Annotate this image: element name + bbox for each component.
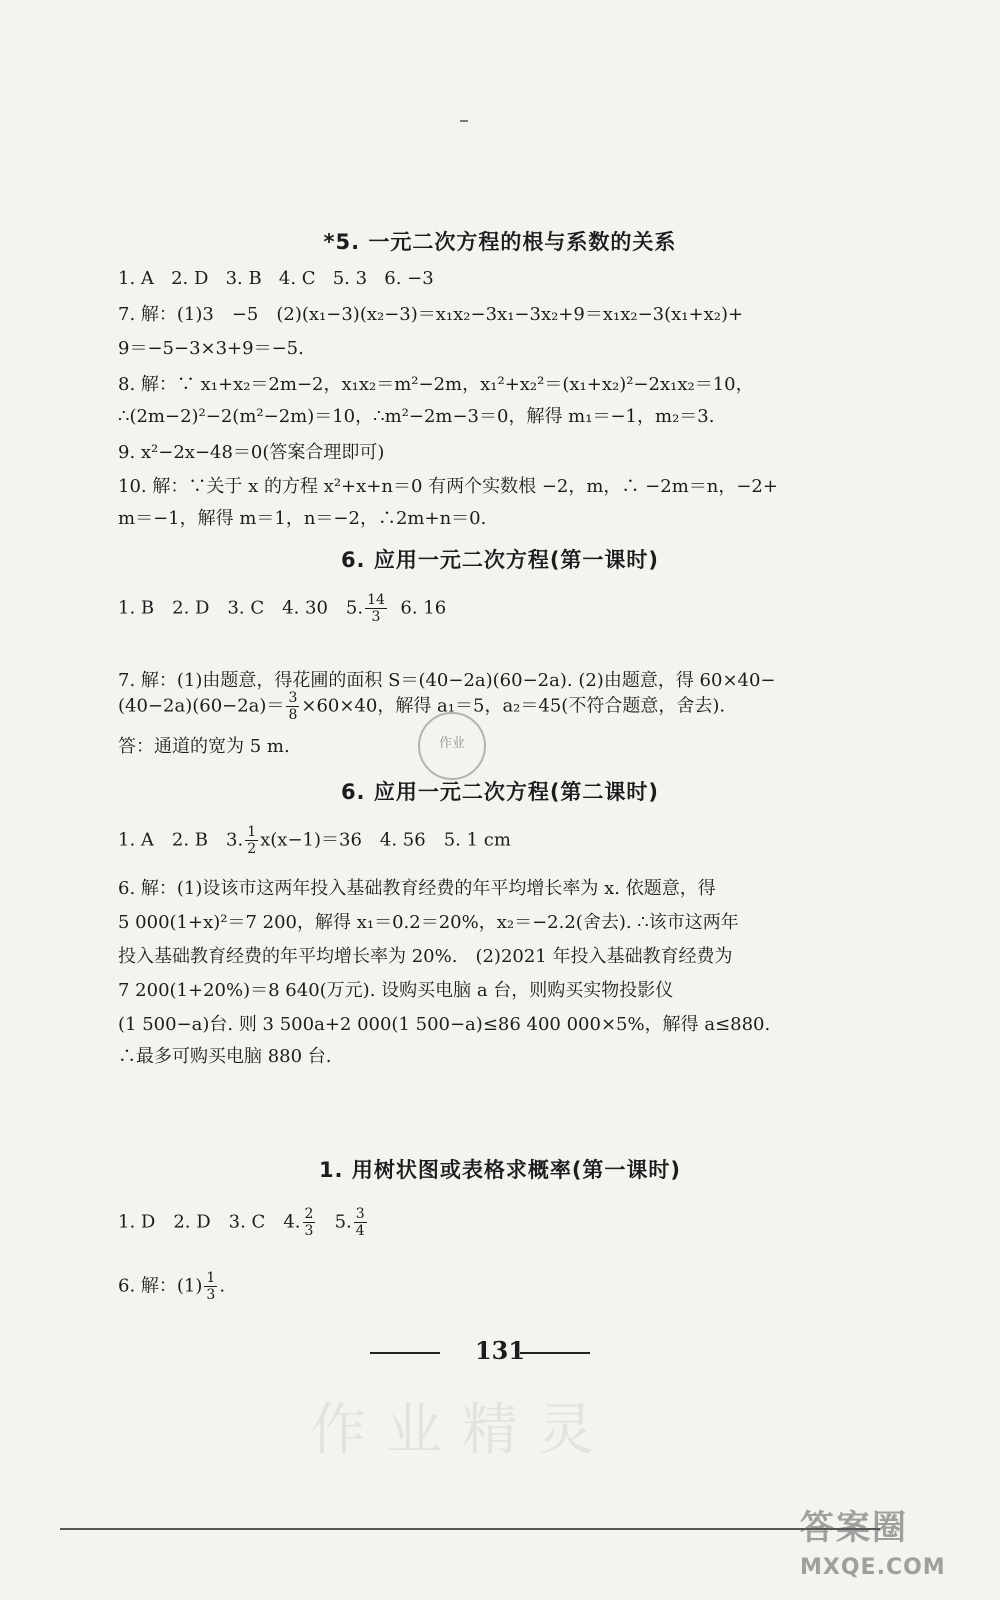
answer-q9: 9. x²−2x−48＝0(答案合理即可) (118, 442, 385, 463)
answer-text: 1. B 2. D 3. C 4. 30 5. (118, 597, 364, 619)
answer-q6-line3: 投入基础教育经费的年平均增长率为 20%. (2)2021 年投入基础教育经费为 (118, 946, 733, 967)
answer-q10-line1: 10. 解：∵关于 x 的方程 x²+x+n＝0 有两个实数根 −2，m，∴ −2m＝n，−2+ (118, 476, 778, 497)
answer-text: ×60×40，解得 a₁＝5，a₂＝45(不符合题意，舍去). (301, 695, 726, 717)
stamp-logo (418, 712, 486, 780)
answer-line-s5-choices (118, 266, 878, 292)
answer-text: 5. (334, 1211, 352, 1233)
bottom-rule (60, 1528, 880, 1530)
answer-q7-apply-line1: 7. 解：(1)由题意，得花圃的面积 S＝(40−2a)(60−2a). (2)由题意，得 60×40− (118, 670, 776, 691)
answer-item: 6. −3 (384, 268, 434, 289)
site-logo (800, 1500, 990, 1595)
answer-text: (40−2a)(60−2a)＝ (118, 695, 285, 717)
fraction-denominator: 3 (304, 1223, 314, 1239)
answer-text: 1. A 2. B 3. (118, 829, 244, 851)
fraction-denominator: 4 (355, 1223, 365, 1239)
answer-q8-line2: ∴(2m−2)²−2(m²−2m)＝10，∴m²−2m−3＝0，解得 m₁＝−1，m₂＝3. (118, 406, 715, 427)
answer-text: 6. 16 (400, 597, 447, 619)
answer-q6-line1: 6. 解：(1)设该市这两年投入基础教育经费的年平均增长率为 x. 依题意，得 (118, 878, 716, 899)
logo-top-text: 答案圈 (800, 1508, 908, 1548)
answer-line-s1-choices (118, 1206, 878, 1239)
answer-q8-line1: 8. 解：∵ x₁+x₂＝2m−2，x₁x₂＝m²−2m，x₁²+x₂²＝(x₁+x₂)²−2x₁x₂＝10， (118, 374, 754, 395)
answer-text: 6. 解：(1) (118, 1275, 203, 1297)
answer-item: 5. 3 (332, 268, 368, 289)
fraction-numerator: 3 (355, 1206, 365, 1222)
answer-q6-line2: 5 000(1+x)²＝7 200，解得 x₁＝0.2＝20%，x₂＝−2.2(舍去). ∴该市这两年 (118, 912, 739, 933)
fraction (303, 1206, 316, 1239)
top-mark (460, 120, 468, 122)
fraction (245, 824, 258, 857)
fraction (286, 690, 299, 723)
answer-line-s6a-choices (118, 592, 878, 625)
answer-q7-line2: 9＝−5−3×3+9＝−5. (118, 338, 304, 359)
answer-item: 2. D (171, 268, 209, 289)
chapter-title (0, 1092, 1000, 1122)
answer-q6-line5: (1 500−a)台. 则 3 500a+2 000(1 500−a)≤86 400 000×5%，解得 a≤880. (118, 1014, 771, 1035)
watermark: 作业精灵 (310, 1398, 614, 1463)
fraction-numerator: 14 (367, 592, 385, 608)
fraction (365, 592, 387, 625)
fraction-numerator: 1 (206, 1270, 216, 1286)
answer-q6-line4: 7 200(1+20%)＝8 640(万元). 设购买电脑 a 台，则购买实物投影仪 (118, 980, 674, 1001)
section-title-apply-lesson1: 6. 应用一元二次方程(第一课时) (340, 548, 660, 572)
answer-item: 4. C (278, 268, 316, 289)
fraction-denominator: 2 (247, 841, 257, 857)
fraction (204, 1270, 217, 1303)
answer-item: 1. A (118, 268, 154, 289)
stamp-text: 作业 (438, 736, 465, 751)
section-title-apply-lesson2: 6. 应用一元二次方程(第二课时) (340, 780, 660, 804)
fraction-numerator: 2 (304, 1206, 314, 1222)
fraction-denominator: 3 (371, 609, 381, 625)
answer-q7-apply-line2 (118, 690, 878, 723)
fraction-numerator: 3 (288, 690, 298, 706)
answer-text: x(x−1)＝36 4. 56 5. 1 cm (260, 829, 511, 851)
answer-q6-prob (118, 1270, 878, 1303)
answer-item: 3. B (225, 268, 262, 289)
fraction (354, 1206, 367, 1239)
answer-text: 1. D 2. D 3. C 4. (118, 1211, 301, 1233)
answer-text: . (219, 1275, 226, 1297)
fraction-denominator: 3 (206, 1287, 216, 1303)
answer-q7-line1: 7. 解：(1)3 −5 (2)(x₁−3)(x₂−3)＝x₁x₂−3x₁−3x₂+9＝x₁x₂−3(x₁+x₂)+ (118, 304, 744, 325)
section-title-tree-diagram: 1. 用树状图或表格求概率(第一课时) (318, 1158, 682, 1182)
section-title-root-coefficient: *5. 一元二次方程的根与系数的关系 (323, 230, 677, 254)
answer-line-s6b-choices (118, 824, 878, 857)
answer-q10-line2: m＝−1，解得 m＝1，n＝−2，∴2m+n＝0. (118, 508, 487, 529)
answer-q6-line6: ∴最多可购买电脑 880 台. (118, 1046, 332, 1067)
fraction-denominator: 8 (288, 707, 298, 723)
logo-bottom-text: MXQE.COM (800, 1555, 946, 1580)
answer-q7-apply-line3: 答：通道的宽为 5 m. (118, 736, 290, 757)
page-number: 131 (474, 1336, 526, 1365)
fraction-numerator: 1 (247, 824, 257, 840)
